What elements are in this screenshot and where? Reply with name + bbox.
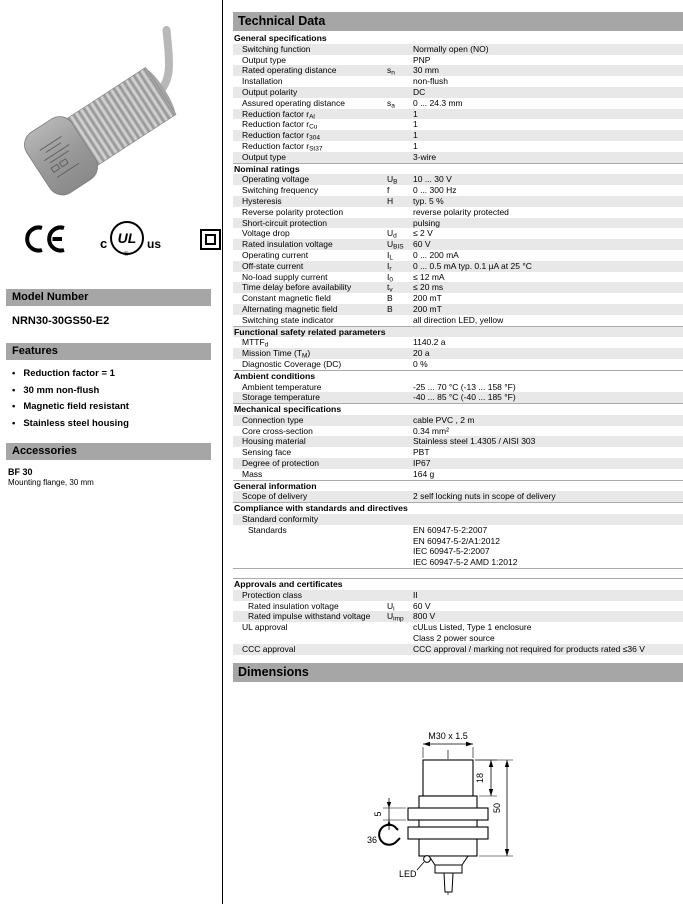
spec-symbol: H <box>387 195 394 206</box>
spec-section <box>233 370 683 403</box>
spec-value: all direction LED, yellow <box>413 314 504 325</box>
spec-row <box>233 98 683 109</box>
spec-symbol <box>387 525 413 568</box>
barrel-height-label: 18 <box>475 772 485 783</box>
section-header: Ambient conditions <box>233 370 683 382</box>
threaded-barrel-outline <box>423 760 473 796</box>
ul-circle: UL <box>110 221 144 255</box>
spec-row <box>233 436 683 447</box>
spec-section <box>233 502 683 569</box>
spec-symbol <box>387 426 413 437</box>
spec-row <box>233 415 683 426</box>
spec-label: No-load supply current <box>242 271 328 282</box>
spec-row <box>233 458 683 469</box>
spec-value: 0 % <box>413 358 428 369</box>
section-header: Compliance with standards and directives <box>233 502 683 514</box>
spec-label: Operating voltage <box>242 174 310 185</box>
feature-item: • Stainless steel housing <box>12 418 222 429</box>
spec-symbol <box>387 152 413 163</box>
spec-row <box>233 141 683 152</box>
spec-value: Stainless steel 1.4305 / AISI 303 <box>413 436 536 447</box>
spec-label: Housing material <box>242 436 306 447</box>
spec-value: 1 <box>413 108 418 119</box>
spec-row <box>233 218 683 229</box>
spec-label: Output type <box>242 151 286 162</box>
ul-us-label: us <box>147 237 162 251</box>
nut-thickness-label: 5 <box>373 811 383 817</box>
dimensions-header: Dimensions <box>233 663 683 682</box>
spec-row <box>233 44 683 55</box>
cable-gland <box>435 865 462 873</box>
spec-label: Installation <box>242 76 283 87</box>
spec-value: 60 V <box>413 239 431 250</box>
spec-row <box>233 87 683 98</box>
spec-label: Alternating magnetic field <box>242 303 338 314</box>
spec-label: Core cross-section <box>242 425 313 436</box>
spec-row <box>233 644 683 655</box>
spec-row <box>233 239 683 250</box>
spec-row <box>233 196 683 207</box>
spec-label: Reduction factor $r_{Cu}$ <box>242 119 318 131</box>
spec-value: 200 mT <box>413 293 442 304</box>
spec-label: Standards <box>248 524 287 535</box>
spec-row <box>233 359 683 370</box>
spec-label: Reduction factor $r_{304}$ <box>242 130 320 142</box>
spec-row <box>233 382 683 393</box>
spec-symbol <box>387 207 413 218</box>
spec-symbol: $U_B$ <box>387 174 398 186</box>
spec-label: Hysteresis <box>242 195 282 206</box>
spec-row <box>233 348 683 359</box>
spec-row <box>233 525 683 568</box>
feature-item: • 30 mm non-flush <box>12 385 222 396</box>
spec-row <box>233 491 683 502</box>
spec-symbol <box>387 337 413 348</box>
spec-value: Normally open (NO) <box>413 43 489 54</box>
spec-symbol <box>387 458 413 469</box>
spec-row <box>233 76 683 87</box>
spec-value <box>413 514 683 525</box>
spec-symbol <box>387 415 413 426</box>
spec-symbol <box>387 55 413 66</box>
spec-symbol: f <box>387 185 390 196</box>
spec-label: Voltage drop <box>242 228 290 239</box>
spec-label: Switching frequency <box>242 185 319 196</box>
spec-label: Output polarity <box>242 86 298 97</box>
spec-row <box>233 469 683 480</box>
feature-item: • Reduction factor = 1 <box>12 368 222 379</box>
spec-symbol: $I_0$ <box>387 271 393 284</box>
spec-row <box>233 282 683 293</box>
spec-value: typ. 5 % <box>413 195 444 206</box>
spec-value: 200 mT <box>413 303 442 314</box>
spec-symbol: $I_L$ <box>387 249 393 262</box>
spec-value: II <box>413 589 418 600</box>
spec-section <box>233 403 683 480</box>
led-indicator <box>424 855 431 862</box>
accessories-header: Accessories <box>6 443 211 460</box>
spec-row <box>233 174 683 185</box>
spec-value: PBT <box>413 447 430 458</box>
spec-symbol: $t_v$ <box>387 282 393 294</box>
spec-value: 20 a <box>413 348 430 359</box>
spec-row <box>233 109 683 120</box>
spec-value: 10 ... 30 V <box>413 174 452 185</box>
dimension-drawing <box>321 714 683 904</box>
spec-label: Reduction factor $r_{St37}$ <box>242 140 323 153</box>
spec-symbol: $I_r$ <box>387 260 392 273</box>
spec-symbol <box>387 622 413 644</box>
spec-label: UL approval <box>242 622 288 633</box>
spec-row <box>233 601 683 612</box>
spec-symbol: $s_a$ <box>387 97 395 110</box>
spec-symbol: $U_d$ <box>387 228 397 240</box>
spec-value: 164 g <box>413 468 435 479</box>
spec-value: 1 <box>413 130 418 141</box>
spec-row <box>233 392 683 403</box>
spec-label: Storage temperature <box>242 392 320 403</box>
spec-value: cULus Listed, Type 1 enclosure Class 2 power source <box>413 622 532 644</box>
ul-c-label: c <box>100 236 108 251</box>
nut-1 <box>408 808 488 820</box>
spec-value: cable PVC , 2 m <box>413 414 475 425</box>
spec-symbol: B <box>387 303 393 314</box>
sensor-body-outline <box>419 796 477 856</box>
spec-symbol <box>387 469 413 480</box>
spec-row <box>233 261 683 272</box>
spec-row <box>233 130 683 141</box>
spec-value: CCC approval / marking not required for products rated ≤36 V <box>413 643 645 654</box>
spec-symbol <box>387 359 413 370</box>
spec-label: Short-circuit protection <box>242 217 328 228</box>
spec-value: 60 V <box>413 600 431 611</box>
spec-label: Reduction factor $r_{Al}$ <box>242 108 315 121</box>
spec-value: 3-wire <box>413 151 437 162</box>
feature-item: • Magnetic field resistant <box>12 401 222 412</box>
spec-label: Switching state indicator <box>242 314 334 325</box>
spec-value: 1 <box>413 119 418 130</box>
spec-symbol <box>387 514 413 525</box>
spec-label: Rated operating distance <box>242 65 337 76</box>
spec-row <box>233 315 683 326</box>
cable-outline <box>444 873 453 892</box>
spec-value: 0 ... 300 Hz <box>413 185 457 196</box>
spec-label: Operating current <box>242 249 309 260</box>
led-label: LED <box>399 868 417 879</box>
spec-row <box>233 304 683 315</box>
spec-value: 2 self locking nuts in scope of delivery <box>413 491 556 502</box>
spec-value: -25 ... 70 °C (-13 ... 158 °F) <box>413 381 516 392</box>
spec-row <box>233 447 683 458</box>
spec-value: pulsing <box>413 217 440 228</box>
spec-row <box>233 185 683 196</box>
ul-registered-symbol: ® <box>124 252 129 258</box>
section-header: Mechanical specifications <box>233 403 683 415</box>
sensor-photo-illustration <box>18 22 213 217</box>
spec-label: Connection type <box>242 414 304 425</box>
spec-row <box>233 514 683 525</box>
spec-label: Reverse polarity protection <box>242 206 344 217</box>
spec-symbol: $U_{imp}$ <box>387 611 404 623</box>
spec-value: ≤ 20 ms <box>413 282 444 293</box>
spec-row <box>233 65 683 76</box>
spec-label: Assured operating distance <box>242 97 346 108</box>
spec-label: Rated impulse withstand voltage <box>248 611 371 622</box>
spec-value: non-flush <box>413 76 448 87</box>
nut-2 <box>408 827 488 839</box>
section-header: General information <box>233 480 683 492</box>
spec-label: Protection class <box>242 589 302 600</box>
spec-label: Rated insulation voltage <box>248 600 339 611</box>
spec-row <box>233 337 683 348</box>
spec-value: IP67 <box>413 458 431 469</box>
section-header: Approvals and certificates <box>233 578 683 590</box>
sensor-dimension-drawing <box>321 714 576 904</box>
spec-symbol: $U_i$ <box>387 600 395 613</box>
spec-label: $MTTF_d$ <box>242 337 269 349</box>
technical-data-table <box>233 33 683 655</box>
spec-value: 1 <box>413 140 418 151</box>
spec-section <box>233 578 683 655</box>
ce-mark-icon <box>24 224 68 254</box>
spec-value: 0 ... 24.3 mm <box>413 97 463 108</box>
thread-label: M30 x 1.5 <box>428 730 468 741</box>
spec-value: 800 V <box>413 611 436 622</box>
spec-symbol: $s_n$ <box>387 65 395 77</box>
spec-value: 0.34 mm² <box>413 425 449 436</box>
spec-value: 1140.2 a <box>413 337 446 348</box>
spec-row <box>233 250 683 261</box>
spec-row <box>233 119 683 130</box>
model-number: NRN30-30GS50-E2 <box>12 315 110 327</box>
spec-symbol: B <box>387 293 393 304</box>
spec-symbol <box>387 109 413 120</box>
spec-value: -40 ... 85 °C (-40 ... 185 °F) <box>413 392 516 403</box>
spec-label: Output type <box>242 54 286 65</box>
spec-symbol <box>387 436 413 447</box>
spec-label: Mass <box>242 468 263 479</box>
spec-symbol: $U_{BIS}$ <box>387 239 404 251</box>
spec-label: Mission Time $(T_M)$ <box>242 348 311 360</box>
spec-symbol <box>387 119 413 130</box>
spec-label: Scope of delivery <box>242 491 308 502</box>
section-header: General specifications <box>234 33 327 43</box>
spec-value: reverse polarity protected <box>413 206 509 217</box>
spec-label: Switching function <box>242 43 311 54</box>
spec-value: ≤ 12 mA <box>413 271 445 282</box>
spec-symbol <box>387 87 413 98</box>
model-number-header: Model Number <box>6 289 211 306</box>
spec-symbol <box>387 76 413 87</box>
wrench-size-label: 36 <box>366 834 377 845</box>
spec-row <box>233 590 683 601</box>
accessory-name: BF 30 <box>8 466 33 477</box>
spec-row <box>233 272 683 283</box>
features-list <box>12 368 222 429</box>
spec-row <box>233 293 683 304</box>
total-height-label: 50 <box>492 802 502 813</box>
certification-marks <box>24 219 222 259</box>
spec-symbol <box>387 218 413 229</box>
spec-row <box>233 611 683 622</box>
spec-section <box>233 163 683 326</box>
spec-symbol <box>387 644 413 655</box>
spec-section <box>233 480 683 503</box>
technical-data-header: Technical Data <box>233 12 683 31</box>
spec-row <box>233 426 683 437</box>
spec-row <box>233 207 683 218</box>
right-column <box>222 0 683 904</box>
spec-section <box>233 326 683 370</box>
spec-symbol <box>387 348 413 359</box>
spec-symbol <box>387 392 413 403</box>
protection-class-2-icon <box>200 229 221 250</box>
section-header: Functional safety related parameters <box>233 326 683 338</box>
spec-row <box>233 152 683 163</box>
spec-label: Sensing face <box>242 447 292 458</box>
spec-label: Diagnostic Coverage (DC) <box>242 358 342 369</box>
spec-symbol <box>387 130 413 141</box>
features-header: Features <box>6 343 211 360</box>
spec-label: Time delay before availability <box>242 282 352 293</box>
spec-value: 0 ... 0.5 mA typ. 0.1 µA at 25 °C <box>413 260 532 271</box>
spec-value: 30 mm <box>413 65 439 76</box>
spec-value: DC <box>413 86 426 97</box>
spec-label: CCC approval <box>242 643 296 654</box>
spec-value: ≤ 2 V <box>413 228 433 239</box>
spec-label: Constant magnetic field <box>242 293 331 304</box>
spec-symbol <box>387 44 413 55</box>
spec-value: EN 60947-5-2:2007 EN 60947-5-2/A1:2012 IEC 60947-5-2:2007 IEC 60947-5-2 AMD 1:2012 <box>413 524 518 568</box>
spec-label: Degree of protection <box>242 458 320 469</box>
spec-symbol <box>387 315 413 326</box>
section-header: Nominal ratings <box>233 163 683 175</box>
spec-symbol <box>387 141 413 152</box>
spec-label: Rated insulation voltage <box>242 239 333 250</box>
spec-row <box>233 55 683 66</box>
wrench-icon <box>379 824 400 844</box>
cul-us-mark-icon <box>100 219 162 259</box>
spec-label: Standard conformity <box>242 514 319 525</box>
spec-value: 0 ... 200 mA <box>413 249 459 260</box>
product-photo <box>18 22 213 217</box>
left-column <box>0 0 222 904</box>
spec-label: Off-state current <box>242 260 304 271</box>
spec-symbol <box>387 382 413 393</box>
spec-symbol <box>387 491 413 502</box>
spec-label: Ambient temperature <box>242 381 322 392</box>
spec-row <box>233 228 683 239</box>
spec-symbol <box>387 590 413 601</box>
accessory-description: Mounting flange, 30 mm <box>8 477 94 487</box>
spec-symbol <box>387 447 413 458</box>
spec-value: PNP <box>413 54 431 65</box>
spec-section <box>233 33 683 163</box>
spec-row <box>233 622 683 644</box>
